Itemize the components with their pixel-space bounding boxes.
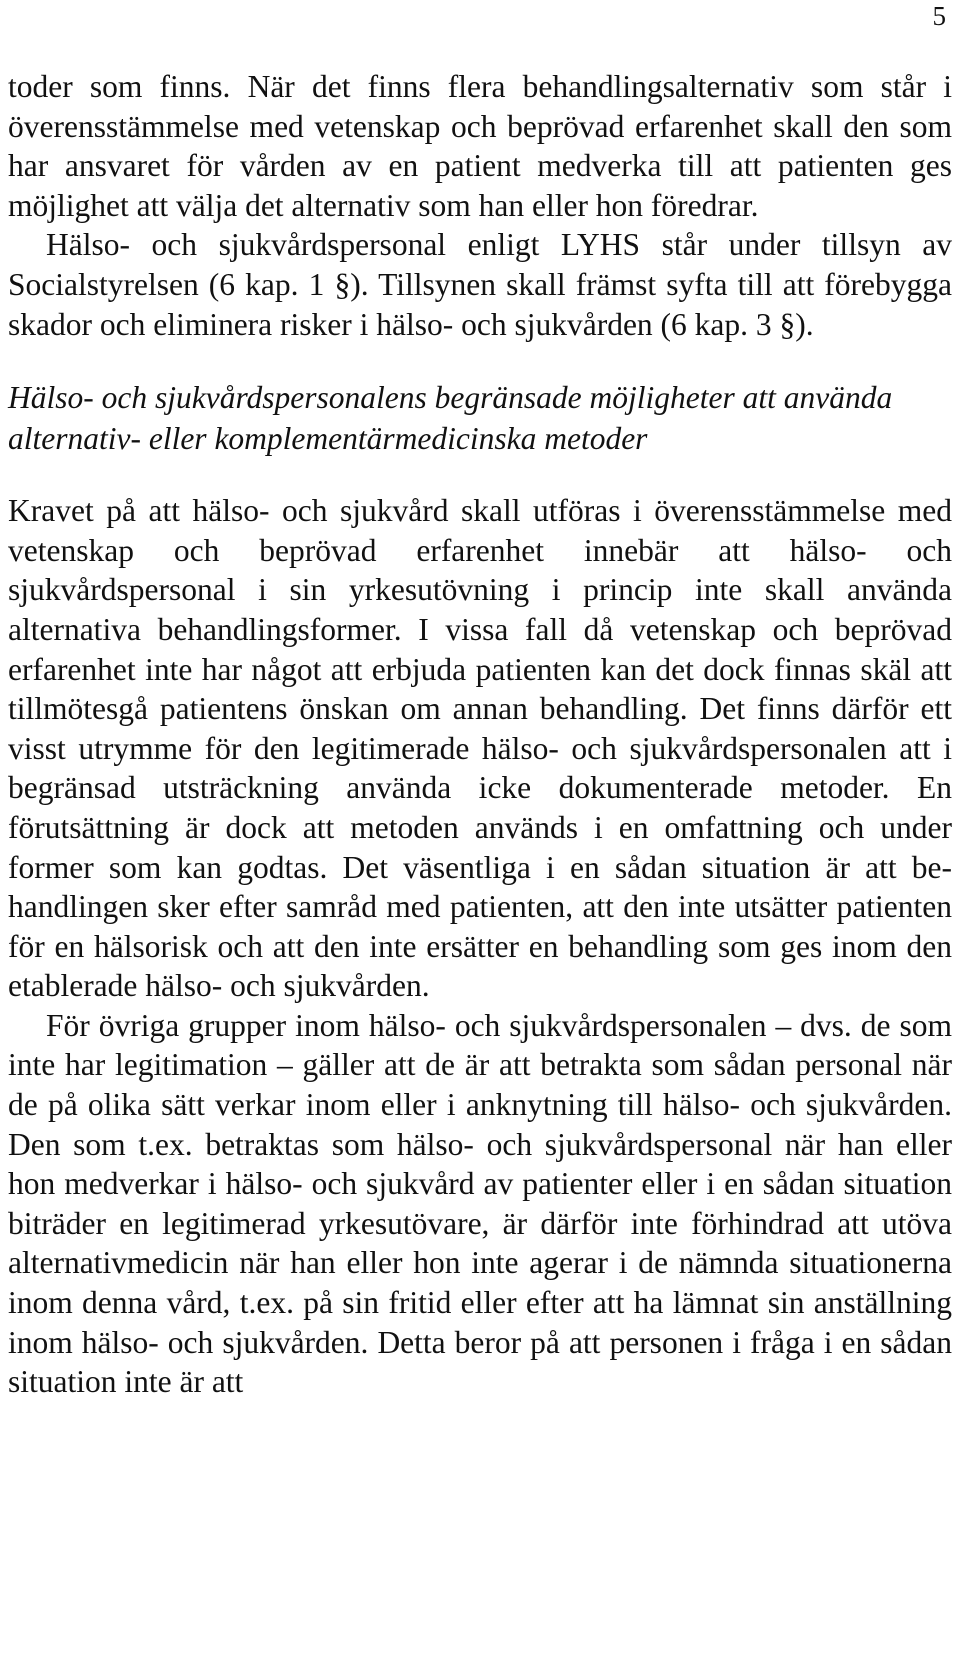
- paragraph-continued: toder som finns. När det finns flera behandlingsalternativ som står i överensstämmelse med vetenskap och beprövad erfarenhet skall den som har ansvaret för vården av en patient medverka till att patienten ges möjlighet att välja det alternativ som han eller hon föredrar.: [8, 69, 952, 223]
- page-number: 5: [932, 1, 946, 31]
- section-heading: Hälso- och sjukvårdspersonalens begränsade möjligheter att använda alternativ- eller komplementärmedicinska metoder: [8, 380, 893, 456]
- paragraph-requirement: Kravet på att hälso- och sjukvård skall utföras i överensstämmelse med vetenskap och beprövad erfarenhet innebär att hälso- och sjukvårdspersonal i sin yrkesutövning i princip inte skall använda alternativa behandlingsformer. I vissa fall då vetenskap och beprövad erfarenhet inte har något att erbjuda patienten kan det dock finnas skäl att tillmötesgå patientens önskan om annan behandling. Det finns därför ett visst utrymme för den legitimerade hälso- och sjukvårdspersonalen att i begränsad utsträckning använda icke dokumenterade metoder. En förutsättning är dock att metoden används i en omfattning och under former som kan godtas. Det väsentliga i en sådan situation är att behandlingen sker efter samråd med patienten, att den inte utsätter patienten för en hälsorisk och att den inte ersätter en behandling som ges inom den etablerade hälso- och sjukvården.: [8, 493, 952, 1004]
- paragraph-supervision: Hälso- och sjukvårdspersonal enligt LYHS står under tillsyn av Socialstyrelsen (6 kap. 1 §). Tillsynen skall främst syfta till att förebygga skador och eliminera risker i hälso- och sjukvården (6 kap. 3 §).: [8, 227, 952, 342]
- paragraph-other-groups: För övriga grupper inom hälso- och sjukvårdspersonalen – dvs. de som inte har legitimation – gäller att de är att betrakta som sådan personal när de på olika sätt verkar inom eller i anknytning till hälso- och sjukvården. Den som t.ex. betraktas som hälso- och sjukvårdspersonal när han eller hon medverkar i hälso- och sjukvård av patienter eller i en sådan situation biträder en legitimerad yrkesutövare, är därför inte förhindrad att utöva alternativmedicin när han eller hon inte agerar i de nämnda situationerna inom denna vård, t.ex. på sin fritid eller efter att ha lämnat sin anställning inom hälso- och sjukvården. Detta beror på att personen i fråga i en sådan situation inte är att: [8, 1007, 952, 1400]
- document-body: [8, 67, 952, 1402]
